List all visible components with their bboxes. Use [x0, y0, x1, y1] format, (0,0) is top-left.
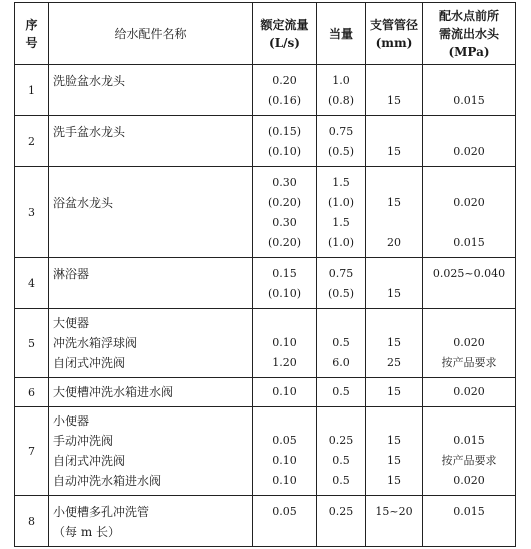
header-pipe-line: 支管管径 [369, 17, 418, 32]
pipe-diameter-cell [366, 407, 423, 496]
pipe-diameter-line: 15 [387, 287, 401, 300]
fixture-name-cell [49, 65, 253, 116]
row-number: 4 [15, 258, 49, 309]
table-row [15, 496, 516, 547]
equivalent-line: (0.5) [327, 145, 355, 158]
header-pressure-line: 需流出水头 [438, 26, 499, 41]
table-wrapper [14, 2, 516, 547]
fixture-name-line: 洗脸盆水龙头 [53, 74, 126, 88]
rated-flow-line: 0.10 [272, 474, 297, 487]
table-row [15, 407, 516, 496]
fixture-name-line: 浴盆水龙头 [53, 196, 114, 210]
outflow-pressure-line: 按产品要求 [441, 356, 497, 369]
outflow-pressure-cell [423, 167, 516, 258]
fixture-name-line: 大便槽冲洗水箱进水阀 [53, 385, 174, 399]
rated-flow-line: 1.20 [272, 356, 297, 369]
pipe-diameter-line [366, 122, 422, 142]
table-row [15, 167, 516, 258]
outflow-pressure-line [423, 213, 515, 233]
header-pressure-line: (MPa) [448, 44, 490, 59]
rated-flow-cell [253, 116, 317, 167]
fixture-name-line: 小便槽多孔冲洗管 [53, 505, 150, 519]
equivalent-cell [317, 309, 366, 378]
rated-flow-cell [253, 378, 317, 407]
fixture-name-line [53, 173, 252, 193]
rated-flow-cell [253, 258, 317, 309]
header-name-text: 给水配件名称 [114, 26, 187, 41]
table-row [15, 116, 516, 167]
row-number: 6 [15, 378, 49, 407]
equivalent-line: (0.5) [327, 287, 355, 300]
table-row [15, 378, 516, 407]
fixture-name-line: 洗手盆水龙头 [53, 125, 126, 139]
outflow-pressure-cell [423, 65, 516, 116]
rated-flow-line [253, 313, 316, 333]
outflow-pressure-line [423, 313, 515, 333]
equivalent-line: 6.0 [332, 356, 350, 369]
pipe-diameter-line [366, 71, 422, 91]
equivalent-cell [317, 258, 366, 309]
outflow-pressure-line: 按产品要求 [441, 454, 497, 467]
equivalent-line: 0.5 [332, 336, 350, 349]
outflow-pressure-cell [423, 309, 516, 378]
equivalent-line: (1.0) [327, 196, 355, 209]
fixture-name-cell [49, 378, 253, 407]
fixture-name-line [53, 91, 252, 111]
outflow-pressure-line: 0.015 [453, 434, 485, 447]
fixture-name-line: 手动冲洗阀 [53, 434, 114, 448]
outflow-pressure-cell [423, 116, 516, 167]
outflow-pressure-line: 0.015 [453, 236, 485, 249]
equivalent-line [317, 313, 365, 333]
fixture-name-cell [49, 407, 253, 496]
equivalent-line: 0.5 [332, 385, 350, 398]
outflow-pressure-line [423, 411, 515, 431]
fixture-name-cell [49, 116, 253, 167]
rated-flow-line: 0.30 [272, 216, 297, 229]
pipe-diameter-line: 15 [387, 196, 401, 209]
table-body [15, 65, 516, 547]
header-seq-line: 序 [25, 17, 38, 32]
rated-flow-line: 0.20 [272, 74, 297, 87]
equivalent-line: 0.75 [328, 267, 354, 280]
equivalent-cell [317, 407, 366, 496]
rated-flow-line: 0.05 [272, 434, 297, 447]
fixture-name-line [53, 233, 252, 253]
header-flow-line: (L/s) [269, 35, 300, 50]
header-pressure [423, 3, 516, 65]
fixture-name-cell [49, 309, 253, 378]
rated-flow-line: (0.15) [267, 125, 302, 138]
outflow-pressure-line [423, 284, 515, 304]
header-equiv [317, 3, 366, 65]
header-seq-line: 号 [25, 35, 38, 50]
fixture-name-cell [49, 167, 253, 258]
rated-flow-line [253, 411, 316, 431]
outflow-pressure-line: 0.020 [453, 145, 485, 158]
pipe-diameter-cell [366, 167, 423, 258]
fixture-flow-table [14, 2, 516, 547]
header-flow [253, 3, 317, 65]
rated-flow-line: 0.10 [272, 454, 297, 467]
header-seq [15, 3, 49, 65]
fixture-name-cell [49, 496, 253, 547]
rated-flow-cell [253, 496, 317, 547]
row-number: 2 [15, 116, 49, 167]
rated-flow-line: 0.15 [272, 267, 297, 280]
header-name [49, 3, 253, 65]
pipe-diameter-cell [366, 309, 423, 378]
rated-flow-line: (0.10) [267, 287, 302, 300]
rated-flow-line: (0.16) [267, 94, 302, 107]
outflow-pressure-line [423, 122, 515, 142]
fixture-name-line: 冲洗水箱浮球阀 [53, 336, 138, 350]
outflow-pressure-line: 0.020 [453, 196, 485, 209]
equivalent-line: (1.0) [327, 236, 355, 249]
pipe-diameter-line: 15 [387, 94, 401, 107]
outflow-pressure-line [423, 173, 515, 193]
pipe-diameter-cell [366, 496, 423, 547]
outflow-pressure-line [423, 71, 515, 91]
outflow-pressure-line: 0.020 [453, 385, 485, 398]
header-pressure-line: 配水点前所 [438, 8, 499, 23]
outflow-pressure-line: 0.020 [453, 474, 485, 487]
pipe-diameter-line: 15~20 [375, 505, 413, 518]
rated-flow-cell [253, 167, 317, 258]
fixture-name-line [53, 213, 252, 233]
fixture-name-line: 淋浴器 [53, 267, 90, 281]
rated-flow-line: 0.30 [272, 176, 297, 189]
pipe-diameter-line: 15 [387, 474, 401, 487]
pipe-diameter-cell [366, 65, 423, 116]
rated-flow-line: 0.10 [272, 385, 297, 398]
rated-flow-cell [253, 65, 317, 116]
equivalent-line: 0.25 [328, 505, 354, 518]
pipe-diameter-line: 15 [387, 385, 401, 398]
outflow-pressure-cell [423, 258, 516, 309]
header-pipe-line: (mm) [375, 35, 413, 50]
pipe-diameter-line: 15 [387, 145, 401, 158]
outflow-pressure-line: 0.015 [453, 505, 485, 518]
fixture-name-line: 自闭式冲洗阀 [53, 454, 126, 468]
table-row [15, 309, 516, 378]
rated-flow-cell [253, 309, 317, 378]
equivalent-line: 1.0 [332, 74, 350, 87]
outflow-pressure-cell [423, 407, 516, 496]
outflow-pressure-line: 0.015 [453, 94, 485, 107]
rated-flow-line: (0.10) [267, 145, 302, 158]
equivalent-line [317, 411, 365, 431]
pipe-diameter-line [366, 313, 422, 333]
equivalent-line: 0.5 [332, 474, 350, 487]
fixture-name-line [53, 142, 252, 162]
equivalent-cell [317, 116, 366, 167]
pipe-diameter-cell [366, 258, 423, 309]
outflow-pressure-line: 0.020 [453, 336, 485, 349]
equivalent-cell [317, 65, 366, 116]
row-number: 1 [15, 65, 49, 116]
pipe-diameter-cell [366, 116, 423, 167]
pipe-diameter-line: 15 [387, 434, 401, 447]
outflow-pressure-cell [423, 378, 516, 407]
rated-flow-line: 0.10 [272, 336, 297, 349]
pipe-diameter-cell [366, 378, 423, 407]
equivalent-line: 1.5 [332, 216, 350, 229]
fixture-name-line: 大便器 [53, 316, 90, 330]
rated-flow-line: (0.20) [267, 236, 302, 249]
rated-flow-cell [253, 407, 317, 496]
pipe-diameter-line: 15 [387, 454, 401, 467]
outflow-pressure-line: 0.025~0.040 [432, 267, 506, 280]
header-flow-line: 额定流量 [260, 17, 309, 32]
pipe-diameter-line: 25 [387, 356, 401, 369]
equivalent-line: 0.75 [328, 125, 354, 138]
table-row [15, 258, 516, 309]
table-row [15, 65, 516, 116]
header-row [15, 3, 516, 65]
pipe-diameter-line [366, 173, 422, 193]
outflow-pressure-cell [423, 496, 516, 547]
row-number: 3 [15, 167, 49, 258]
rated-flow-line: 0.05 [272, 505, 297, 518]
fixture-name-cell [49, 258, 253, 309]
fixture-name-line: 小便器 [53, 414, 90, 428]
equivalent-line: 1.5 [332, 176, 350, 189]
header-pipe [366, 3, 423, 65]
fixture-name-line [53, 284, 252, 304]
rated-flow-line: (0.20) [267, 196, 302, 209]
pipe-diameter-line [366, 213, 422, 233]
fixture-name-line: 自闭式冲洗阀 [53, 356, 126, 370]
pipe-diameter-line: 15 [387, 336, 401, 349]
fixture-name-line: （每 m 长） [53, 525, 121, 539]
row-number: 8 [15, 496, 49, 547]
equivalent-line: 0.5 [332, 454, 350, 467]
pipe-diameter-line [366, 411, 422, 431]
equivalent-line: (0.8) [327, 94, 355, 107]
fixture-name-line: 自动冲洗水箱进水阀 [53, 474, 162, 488]
equivalent-cell [317, 496, 366, 547]
pipe-diameter-line: 20 [387, 236, 401, 249]
row-number: 7 [15, 407, 49, 496]
pipe-diameter-line [366, 264, 422, 284]
equivalent-cell [317, 378, 366, 407]
row-number: 5 [15, 309, 49, 378]
equivalent-line: 0.25 [328, 434, 354, 447]
header-equiv-text: 当量 [328, 26, 353, 41]
equivalent-cell [317, 167, 366, 258]
